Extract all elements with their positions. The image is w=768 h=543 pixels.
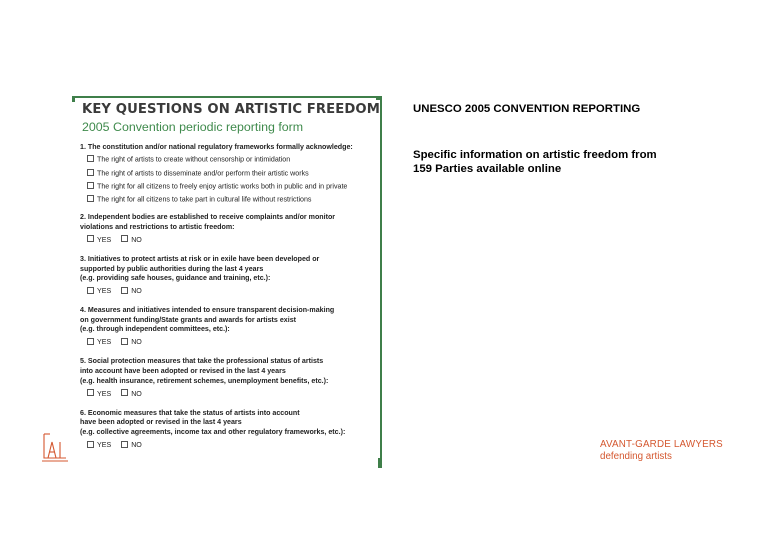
form-corner-mark: [376, 96, 382, 100]
yes-choice: [87, 441, 111, 449]
checkbox-icon: [121, 287, 128, 294]
form-top-border: [72, 96, 380, 98]
checkbox-icon: [87, 389, 94, 396]
question-3: [80, 255, 378, 297]
yes-no-choices: [80, 441, 378, 451]
yes-no-choices: [80, 235, 378, 245]
checkbox-icon: [87, 155, 94, 162]
form-title: KEY QUESTIONS ON ARTISTIC FREEDOM: [82, 102, 380, 117]
checkbox-icon: [87, 169, 94, 176]
no-choice: [121, 287, 142, 295]
yes-choice: [87, 236, 111, 244]
yes-choice: [87, 338, 111, 346]
form-right-border: [380, 96, 382, 468]
question-line: 6. Economic measures that take the status of artists into account: [80, 408, 300, 417]
yes-label: YES: [97, 441, 112, 449]
yes-choice: [87, 390, 111, 398]
option-item: [80, 155, 378, 165]
yes-no-choices: [80, 389, 378, 399]
question-line: 1. The constitution and/or national regulatory frameworks formally acknowledge:: [80, 143, 353, 151]
question-text: [80, 306, 378, 335]
no-label: NO: [131, 338, 142, 347]
brand-tagline: defending artists: [600, 451, 672, 462]
report-body: [413, 148, 657, 176]
option-item: [80, 169, 378, 179]
question-line: 5. Social protection measures that take the professional status of artists: [80, 357, 324, 366]
question-line: (e.g. collective agreements, income tax and other regulatory frameworks, etc.):: [80, 427, 346, 436]
question-line: on government funding/State grants and awards for artists exist: [80, 315, 297, 324]
option-label: The right of artists to create without censorship or intimidation: [97, 155, 291, 164]
checkbox-icon: [121, 235, 128, 242]
question-line: (e.g. health insurance, retirement schemes, unemployment benefits, etc.):: [80, 376, 329, 385]
question-line: 2. Independent bodies are established to receive complaints and/or monitor: [80, 213, 336, 222]
checkbox-icon: [87, 195, 94, 202]
no-label: NO: [131, 287, 142, 296]
option-label: The right for all citizens to take part in cultural life without restrictions: [97, 195, 312, 204]
no-label: NO: [131, 389, 142, 398]
question-text: [80, 213, 378, 232]
questions-list: [80, 143, 378, 460]
question-line: into account have been adopted or revised in the last 4 years: [80, 367, 286, 376]
checkbox-icon: [87, 441, 94, 448]
question-text: [80, 409, 378, 438]
question-1: [80, 143, 378, 205]
option-label: The right for all citizens to freely enjoy artistic works both in public and in private: [97, 182, 348, 191]
question-text: [80, 255, 378, 284]
no-label: NO: [131, 235, 142, 244]
brand-name: AVANT-GARDE LAWYERS: [600, 439, 723, 450]
question-options: [80, 155, 378, 205]
checkbox-icon: [121, 389, 128, 396]
question-line: have been adopted or revised in the last 4 years: [80, 418, 242, 427]
checkbox-icon: [87, 287, 94, 294]
question-line: supported by public authorities during the last 4 years: [80, 264, 264, 273]
option-label: The right of artists to disseminate and/or perform their artistic works: [97, 169, 309, 178]
yes-no-choices: [80, 287, 378, 297]
question-6: [80, 409, 378, 451]
form-subtitle: 2005 Convention periodic reporting form: [82, 120, 304, 134]
checkbox-icon: [87, 338, 94, 345]
option-item: [80, 182, 378, 192]
agl-logo-icon: [40, 430, 70, 464]
checkbox-icon: [121, 441, 128, 448]
reporting-form-image: [72, 96, 382, 468]
report-body-line: 159 Parties available online: [413, 163, 562, 175]
yes-label: YES: [97, 338, 112, 347]
question-line: 4. Measures and initiatives intended to ensure transparent decision-making: [80, 306, 335, 315]
yes-choice: [87, 287, 111, 295]
question-line: (e.g. through independent committees, etc.):: [80, 325, 230, 334]
report-body-line: Specific information on artistic freedom from: [413, 149, 657, 161]
yes-label: YES: [97, 389, 112, 398]
checkbox-icon: [87, 182, 94, 189]
no-choice: [121, 441, 142, 449]
form-left-border: [72, 96, 75, 102]
form-corner-mark-bottom: [378, 458, 382, 468]
question-line: 3. Initiatives to protect artists at risk or in exile have been developed or: [80, 254, 320, 263]
no-choice: [121, 338, 142, 346]
checkbox-icon: [121, 338, 128, 345]
checkbox-icon: [87, 235, 94, 242]
question-line: (e.g. providing safe houses, guidance and training, etc.):: [80, 274, 271, 283]
question-2: [80, 213, 378, 245]
no-choice: [121, 236, 142, 244]
report-title: UNESCO 2005 CONVENTION REPORTING: [413, 103, 641, 115]
option-item: [80, 195, 378, 205]
no-choice: [121, 390, 142, 398]
question-4: [80, 306, 378, 348]
yes-label: YES: [97, 287, 112, 296]
yes-no-choices: [80, 338, 378, 348]
yes-label: YES: [97, 235, 112, 244]
question-line: violations and restrictions to artistic freedom:: [80, 222, 235, 231]
question-text: [80, 357, 378, 386]
question-text: [80, 143, 378, 153]
no-label: NO: [131, 441, 142, 449]
question-5: [80, 357, 378, 399]
